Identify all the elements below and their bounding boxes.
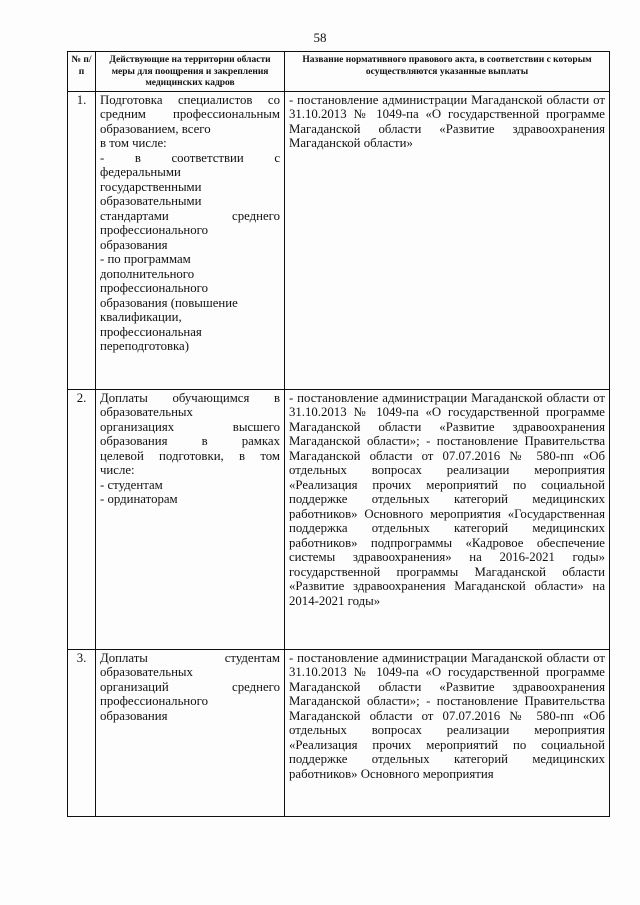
measure-line: федеральными [100, 165, 181, 179]
measure-line: дополнительного [100, 266, 195, 281]
measure-line: переподготовка) [100, 339, 189, 353]
measure-line: профессиональная [100, 324, 202, 339]
row-number: 3. [68, 649, 96, 816]
page-number: 58 [313, 30, 327, 45]
measure-cell [96, 389, 285, 649]
measure-line: стандартами среднего [100, 208, 280, 223]
table-row [68, 649, 610, 816]
measure-line: государственными [100, 179, 202, 194]
measure-line: числе: [100, 463, 135, 477]
measure-line: профессионального [100, 281, 208, 295]
measure-line: Подготовка специалистов со [100, 92, 280, 107]
act-text: - постановление администрации Магаданской области от 31.10.2013 № 1049-па «О государственной программе Магаданской области «Развитие здравоохранения Магаданской области»; - постановление Правительства Магаданской области от 07.07.2016 № 580-пп «Об отдельных вопросах реализации мероприятия «Реализация прочих мероприятий по социальной поддержке отдельных категорий медицинских работников» Основного мероприятия «Государственная поддержка отдельных категорий медицинских работников» подпрограммы «Кадровое обеспечение системы здравоохранения» на 2016-2021 годы» государственной программы Магаданской области «Развитие здравоохранения Магаданской области» на 2014-2021 годы» [289, 390, 605, 608]
measure-line: образовательными [100, 194, 202, 208]
measure-line: образовательных [100, 405, 193, 419]
row-number: 1. [68, 91, 96, 389]
act-text: - постановление администрации Магаданской области от 31.10.2013 № 1049-па «О государственной программе Магаданской области «Развитие здравоохранения Магаданской области»; - постановление Правительства Магаданской области от 07.07.2016 № 580-пп «Об отдельных вопросах реализации мероприятия «Реализация прочих мероприятий по социальной поддержке отдельных категорий медицинских работников» Основного мероприятия [289, 650, 605, 781]
act-text: - постановление администрации Магаданской области от 31.10.2013 № 1049-па «О государственной программе Магаданской области «Развитие здравоохранения Магаданской области» [289, 92, 605, 150]
measure-line: образованием, всего [100, 121, 211, 136]
header-num: № п/п [68, 52, 96, 92]
measure-line: образования [100, 708, 168, 723]
measure-cell [96, 91, 285, 389]
act-cell [285, 91, 610, 389]
table-header-row [68, 52, 610, 92]
measure-line: - по программам [100, 252, 191, 266]
table-row [68, 91, 610, 389]
act-cell [285, 649, 610, 816]
measure-cell [96, 649, 285, 816]
table-row [68, 389, 610, 649]
row-number: 2. [68, 389, 96, 649]
measure-line: образования в рамках [100, 434, 280, 448]
act-cell [285, 389, 610, 649]
header-act: Название нормативного правового акта, в соответствии с которым осуществляются указанные выплаты [285, 52, 610, 92]
measure-line: Доплаты студентам [100, 650, 280, 665]
header-measure: Действующие на территории области меры для поощрения и закрепления медицинских кадров [96, 52, 285, 92]
measure-line: - в соответствии с [100, 150, 280, 165]
measure-line: целевой подготовки, в том [100, 448, 280, 463]
measure-line: профессионального [100, 223, 208, 237]
measure-line: - ординаторам [100, 492, 178, 506]
measure-line: средним профессиональным [100, 107, 280, 121]
measure-line: организаций среднего [100, 679, 280, 694]
measure-line: организациях высшего [100, 419, 280, 434]
measure-line: образования [100, 237, 168, 252]
measure-line: профессионального [100, 694, 208, 708]
measure-line: Доплаты обучающимся в [100, 390, 280, 405]
measure-line: образования (повышение [100, 295, 238, 310]
measure-line: квалификации, [100, 310, 182, 324]
measures-table [67, 51, 610, 817]
measure-line: - студентам [100, 477, 163, 492]
measure-line: в том числе: [100, 136, 167, 150]
measure-line: образовательных [100, 665, 193, 679]
